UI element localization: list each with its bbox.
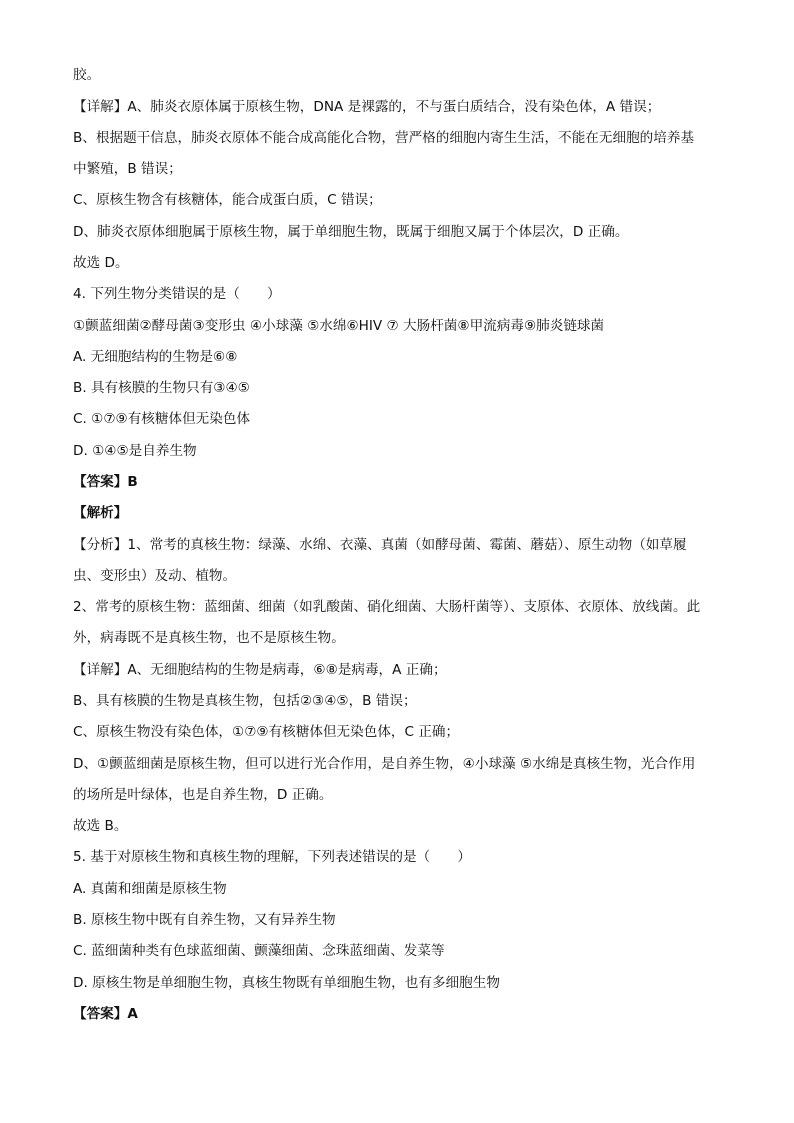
option-a: A. 真菌和细菌是原核生物 (73, 881, 227, 897)
text-line: 故选 B。 (73, 818, 128, 834)
text-line: 虫、变形虫）及动、植物。 (73, 568, 237, 584)
text-line: 外，病毒既不是真核生物，也不是原核生物。 (73, 630, 345, 646)
analysis-label: 【解析】 (73, 505, 128, 521)
text-line: 2、常考的原核生物：蓝细菌、细菌（如乳酸菌、硝化细菌、大肠杆菌等）、支原体、衣原体、放线菌。此 (73, 599, 701, 615)
text-line: 【详解】A、无细胞结构的生物是病毒，⑥⑧是病毒，A 正确； (73, 662, 447, 678)
text-line: 中繁殖，B 错误； (73, 161, 182, 177)
text-line: ①颤蓝细菌②酵母菌③变形虫 ④小球藻 ⑤水绵⑥HIV ⑦ 大肠杆菌⑧甲流病毒⑨肺炎链球菌 (73, 318, 605, 334)
text-line: 的场所是叶绿体，也是自养生物，D 正确。 (73, 787, 333, 803)
option-d: D. ①④⑤是自养生物 (73, 443, 197, 459)
question-stem: 5. 基于对原核生物和真核生物的理解，下列表述错误的是（ ） (73, 849, 471, 865)
answer-label: 【答案】B (73, 474, 138, 490)
text-line: B、根据题干信息，肺炎衣原体不能合成高能化合物，营严格的细胞内寄生生活，不能在无细胞的培养基 (73, 130, 695, 146)
answer-label: 【答案】A (73, 1006, 138, 1022)
text-line: 胶。 (73, 67, 101, 83)
option-a: A. 无细胞结构的生物是⑥⑧ (73, 349, 238, 365)
option-d: D. 原核生物是单细胞生物，真核生物既有单细胞生物，也有多细胞生物 (73, 975, 500, 991)
option-c: C. 蓝细菌种类有色球蓝细菌、颤藻细菌、念珠蓝细菌、发菜等 (73, 943, 445, 959)
text-line: B、具有核膜的生物是真核生物，包括②③④⑤，B 错误； (73, 693, 417, 709)
question-stem: 4. 下列生物分类错误的是（ ） (73, 286, 281, 302)
text-line: D、肺炎衣原体细胞属于原核生物，属于单细胞生物，既属于细胞又属于个体层次，D 正确。 (73, 224, 629, 240)
option-c: C. ①⑦⑨有核糖体但无染色体 (73, 411, 251, 427)
text-line: C、原核生物含有核糖体，能合成蛋白质，C 错误； (73, 192, 382, 208)
text-line: 【详解】A、肺炎衣原体属于原核生物，DNA 是裸露的，不与蛋白质结合，没有染色体，A 错误； (73, 99, 661, 115)
text-line: D、①颤蓝细菌是原核生物，但可以进行光合作用，是自养生物，④小球藻 ⑤水绵是真核生物，光合作用 (73, 756, 696, 772)
option-b: B. 原核生物中既有自养生物，又有异养生物 (73, 912, 336, 928)
option-b: B. 具有核膜的生物只有③④⑤ (73, 380, 250, 396)
text-line: 【分析】1、常考的真核生物：绿藻、水绵、衣藻、真菌（如酵母菌、霉菌、蘑菇）、原生动物（如草履 (73, 537, 687, 553)
text-line: C、原核生物没有染色体，①⑦⑨有核糖体但无染色体，C 正确； (73, 724, 460, 740)
text-line: 故选 D。 (73, 255, 129, 271)
